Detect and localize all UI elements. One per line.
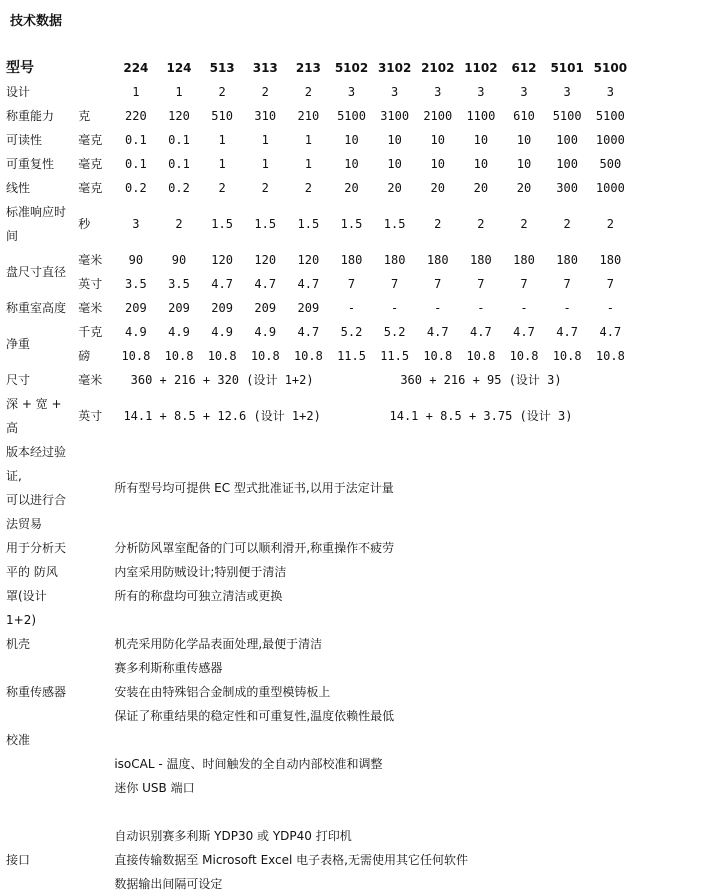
desc-line: 保证了称重结果的稳定性和可重复性,温度依赖性最低 [114,709,395,723]
label-line: 机壳 [6,637,31,651]
spec-unit: 秒 [78,217,91,231]
spec-value: 4.7 [297,325,320,339]
response-time-label [6,200,78,248]
label-line: 接口 [6,853,31,867]
spec-value: 4.7 [254,277,277,291]
spec-unit: 毫米 [78,373,103,387]
blank-line [6,800,114,824]
calibration-label [6,728,114,800]
spec-value: 180 [599,253,622,267]
spec-value: 310 [254,109,277,123]
spec-table [6,56,632,896]
spec-value: 0.1 [125,157,147,171]
spec-value: 2 [434,217,442,231]
spec-row [6,80,632,104]
spec-value: 2 [606,217,614,231]
sensor-label [6,656,114,728]
spec-value: 610 [513,109,535,123]
blank-line [114,728,632,752]
spec-unit: 毫米 [78,253,103,267]
pan-size-row [6,272,632,296]
desc-line: 自动识别赛多利斯 YDP30 或 YDP40 打印机 [114,829,352,843]
spec-label: 设计 [6,85,31,99]
spec-value: 1 [261,133,269,147]
spec-value: 180 [426,253,449,267]
model-name: 313 [252,61,278,75]
spec-value: 4.7 [470,325,492,339]
spec-unit: 千克 [78,325,103,339]
model-header-unit [78,56,114,80]
spec-value: 20 [473,181,489,195]
pan-size-row [6,248,632,272]
spec-value: 20 [344,181,359,195]
spec-value: 11.5 [380,349,410,363]
spec-value: 210 [297,109,320,123]
model-name: 612 [511,61,537,75]
label-line: 法贸易 [6,517,43,531]
label-line: 标准响应时 [6,205,67,219]
pan-size-label: 盘尺寸直径 [6,265,67,279]
spec-value: 3.5 [168,277,190,291]
spec-value: 4.9 [211,325,233,339]
spec-value: 10.8 [207,349,237,363]
spec-value: 120 [211,253,233,267]
spec-value: 10.8 [423,349,453,363]
spec-value: 4.7 [426,325,449,339]
spec-value: 1 [175,85,183,99]
desc-line: 赛多利斯称重传感器 [114,661,223,675]
label-line: 用于分析天 [6,541,67,555]
label-line: 罩(设计 [6,589,47,603]
spec-value: 1 [218,133,226,147]
spec-unit: 毫米 [78,301,103,315]
spec-value: 5.2 [383,325,406,339]
chamber-height-label: 称重室高度 [6,301,67,315]
dimensions-inch-design3: 14.1 + 8.5 + 3.75 (设计 3) [389,409,573,423]
spec-value: 209 [211,301,233,315]
spec-row [6,152,632,176]
spec-value: 0.2 [168,181,190,195]
sensor-row [6,656,632,728]
spec-value: 10 [516,133,532,147]
spec-value: 180 [470,253,492,267]
dimensions-mm-design3: 360 + 216 + 95 (设计 3) [400,373,562,387]
spec-value: 3 [391,85,399,99]
spec-value: 10.8 [164,349,194,363]
spec-value: 90 [128,253,144,267]
spec-value: 4.9 [254,325,277,339]
spec-value: 1.5 [340,217,363,231]
spec-value: 120 [254,253,277,267]
spec-value: 1000 [595,133,625,147]
label-line: 1+2) [6,613,37,627]
spec-value: - [434,301,442,315]
spec-value: 2 [261,181,269,195]
desc-line: 所有的称盘均可独立清洁或更换 [114,589,283,603]
spec-value: 1000 [595,181,625,195]
spec-table-body [6,56,632,896]
response-time-row [6,200,632,248]
spec-value: 10 [387,157,402,171]
spec-label: 称重能力 [6,109,55,123]
spec-value: 1.5 [383,217,406,231]
model-name: 5102 [334,61,369,75]
label-line: 间 [6,229,19,243]
spec-value: 1.5 [254,217,277,231]
spec-value: - [391,301,399,315]
desc-line: isoCAL - 温度、时间触发的全自动内部校准和调整 [114,757,383,771]
spec-unit: 英寸 [78,277,103,291]
dimensions-inch-row [6,392,632,440]
label-line: 证, [6,469,22,483]
spec-value: 10.8 [250,349,280,363]
draftshield-label [6,536,114,632]
model-name: 124 [166,61,192,75]
housing-row [6,632,632,656]
spec-value: 10 [344,157,359,171]
spec-value: 11.5 [337,349,366,363]
spec-label: 线性 [6,181,31,195]
spec-value: 1 [304,157,312,171]
spec-value: 10.8 [293,349,323,363]
calibration-row [6,728,632,800]
spec-value: 180 [556,253,578,267]
spec-value: 1100 [466,109,496,123]
housing-label [6,632,114,656]
model-name: 1102 [464,61,498,75]
model-name: 213 [295,61,321,75]
spec-value: 10.8 [595,349,625,363]
spec-value: 100 [556,157,578,171]
model-name: 5100 [593,61,628,75]
spec-value: 3 [606,85,614,99]
spec-value: 10.8 [466,349,496,363]
spec-value: - [477,301,485,315]
model-name: 3102 [377,61,412,75]
spec-unit [78,80,114,104]
desc-line: 机壳采用防化学品表面处理,最便于清洁 [114,637,323,651]
spec-value: 10 [387,133,402,147]
model-header-label: 型号 [6,60,34,76]
net-weight-label: 净重 [6,337,31,351]
spec-value: 3 [434,85,442,99]
spec-value: 220 [125,109,147,123]
desc-line: 所有型号均可提供 EC 型式批准证书,以用于法定计量 [114,481,394,495]
spec-value: 4.9 [125,325,147,339]
model-header-row [6,56,632,80]
spec-value: 4.7 [599,325,622,339]
spec-value: 7 [391,277,399,291]
spec-value: 7 [347,277,356,291]
spec-value: 20 [430,181,445,195]
desc-line: 分析防风罩室配备的门可以顺利滑开,称重操作不疲劳 [114,541,395,555]
spec-value: 0.1 [168,133,190,147]
net-weight-row [6,344,632,368]
spec-value: 1 [218,157,226,171]
spec-value: 7 [520,277,528,291]
spec-value: 2100 [423,109,453,123]
spec-value: 10 [344,133,359,147]
spec-value: 4.7 [297,277,320,291]
blank-line [6,824,114,848]
spec-value: 10.8 [552,349,582,363]
model-name: 513 [209,61,235,75]
spec-value: 10 [473,157,489,171]
label-line: 平的 防风 [6,565,58,579]
draftshield-row [6,536,632,632]
spec-value: 10 [430,157,445,171]
label-line: 版本经过验 [6,445,67,459]
spec-value: 1 [132,85,140,99]
spec-value: 2 [261,85,269,99]
spec-value: 209 [254,301,277,315]
spec-value: 4.7 [513,325,535,339]
spec-value: 4.7 [211,277,233,291]
spec-value: 500 [599,157,622,171]
spec-value: 5.2 [340,325,363,339]
spec-unit: 英寸 [78,409,103,423]
label-line: 称重传感器 [6,685,67,699]
spec-value: 20 [516,181,532,195]
desc-line: 直接传输数据至 Microsoft Excel 电子表格,无需使用其它任何软件 [114,853,468,867]
spec-value: - [606,301,614,315]
dimensions-label: 尺寸 [6,373,31,387]
spec-value: 1 [261,157,269,171]
dimensions-mm-design12: 360 + 216 + 320 (设计 1+2) [130,373,314,387]
spec-value: 510 [211,109,233,123]
spec-value: 2 [563,217,571,231]
spec-label: 可重复性 [6,157,55,171]
spec-value: 180 [340,253,363,267]
model-name: 2102 [421,61,455,75]
spec-value: 1 [304,133,312,147]
label-line: 可以进行合 [6,493,67,507]
spec-value: 3100 [380,109,410,123]
label-line: 高 [6,421,19,435]
version-label [6,440,114,536]
spec-value: 0.1 [125,133,147,147]
draftshield-text [114,536,632,632]
desc-line: 内室采用防贼设计;特别便于清洁 [114,565,287,579]
dimensions-formula-label [6,392,78,440]
interface-label [6,800,114,896]
calibration-text [114,728,632,800]
spec-row [6,128,632,152]
spec-value: 7 [606,277,614,291]
version-row [6,440,632,536]
spec-value: 180 [513,253,535,267]
spec-value: 10 [430,133,445,147]
spec-value: 5100 [552,109,582,123]
spec-value: 300 [556,181,578,195]
page-title: 技术数据 [10,14,63,29]
spec-value: 4.7 [556,325,578,339]
spec-value: 0.2 [125,181,147,195]
spec-label: 可读性 [6,133,43,147]
dimensions-inch-design12: 14.1 + 8.5 + 12.6 (设计 1+2) [123,409,321,423]
spec-value: 1.5 [211,217,233,231]
spec-value: 0.1 [168,157,190,171]
model-name: 224 [123,61,149,75]
spec-value: 5100 [595,109,625,123]
version-text [114,440,632,536]
spec-value: 90 [171,253,187,267]
spec-value: 10 [516,157,532,171]
desc-line: 安装在由特殊铝合金制成的重型模铸板上 [114,685,331,699]
desc-line: 迷你 USB 端口 [114,781,195,795]
interface-row [6,800,632,896]
spec-value: 10 [473,133,489,147]
spec-value: - [563,301,571,315]
spec-value: 3.5 [125,277,147,291]
spec-value: - [347,301,356,315]
spec-unit: 磅 [78,349,91,363]
spec-value: 209 [297,301,320,315]
chamber-height-row [6,296,632,320]
sensor-text [114,656,632,728]
spec-value: 2 [520,217,528,231]
spec-value: 10.8 [121,349,151,363]
spec-value: 1.5 [297,217,320,231]
spec-value: 3 [132,217,140,231]
spec-value: 2 [304,181,312,195]
spec-value: 5100 [337,109,366,123]
spec-value: 180 [383,253,406,267]
housing-text [114,632,632,656]
desc-line: 数据输出间隔可设定 [114,877,223,891]
spec-value: 120 [168,109,190,123]
spec-value: 120 [297,253,320,267]
spec-value: 3 [563,85,571,99]
dimensions-mm-row [6,368,632,392]
spec-value: - [520,301,528,315]
spec-value: 7 [434,277,442,291]
label-line: 校准 [6,733,31,747]
spec-unit: 毫克 [78,157,103,171]
blank-line [114,800,632,824]
spec-value: 7 [563,277,571,291]
spec-value: 10.8 [509,349,539,363]
spec-value: 2 [477,217,485,231]
label-line: 深 + 宽 + [6,397,62,411]
spec-value: 100 [556,133,578,147]
spec-value: 20 [387,181,402,195]
spec-unit: 毫克 [78,133,103,147]
spec-value: 4.9 [168,325,190,339]
spec-value: 2 [304,85,312,99]
spec-unit: 毫克 [78,181,103,195]
spec-value: 3 [520,85,528,99]
net-weight-row [6,320,632,344]
spec-value: 2 [175,217,183,231]
spec-value: 2 [218,181,226,195]
interface-text [114,800,632,896]
spec-value: 3 [347,85,356,99]
spec-unit: 克 [78,109,91,123]
spec-value: 7 [477,277,485,291]
spec-value: 209 [125,301,147,315]
spec-value: 209 [168,301,190,315]
model-name: 5101 [550,61,584,75]
spec-value: 3 [477,85,485,99]
spec-value: 2 [218,85,226,99]
spec-row [6,104,632,128]
spec-row [6,176,632,200]
